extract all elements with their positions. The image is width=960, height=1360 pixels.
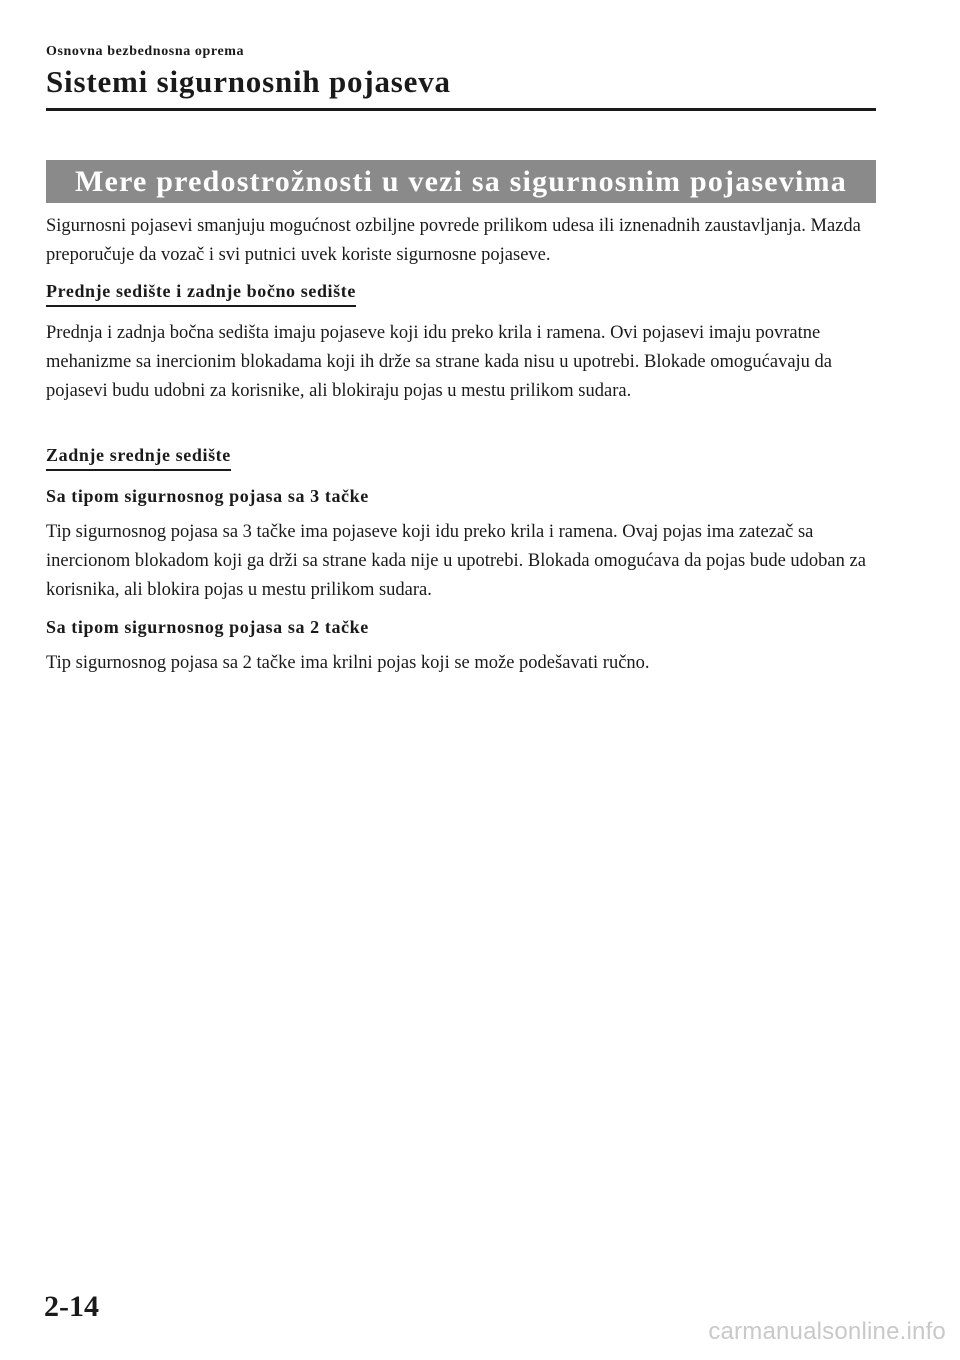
subheading-front-rear-side: Prednje sedište i zadnje bočno sedište [46,279,356,307]
three-point-belt-paragraph: Tip sigurnosnog pojasa sa 3 tačke ima pojaseve koji idu preko krila i ramena. Ovaj pojas ima zatezač sa inercionom blokadom koji ga drži sa strane kada nije u upotrebi. Blokada omogućava da pojas bude udoban za korisnika, ali blokira pojas u mestu prilikom sudara. [46,522,866,600]
subheading-two-point-belt: Sa tipom sigurnosnog pojasa sa 2 tačke [46,617,369,637]
two-point-belt-paragraph: Tip sigurnosnog pojasa sa 2 tačke ima krilni pojas koji se može podešavati ručno. [46,653,650,673]
title-divider [46,108,876,111]
section-banner [46,160,876,203]
site-watermark: carmanualsonline.info [708,1318,946,1345]
intro-paragraph: Sigurnosni pojasevi smanjuju mogućnost ozbiljne povrede prilikom udesa ili iznenadnih zaustavljanja. Mazda preporučuje da vozač i svi putnici uvek koriste sigurnosne pojaseve. [46,216,861,265]
chapter-label: Osnovna bezbednosna oprema [46,44,245,59]
subheading-three-point-belt: Sa tipom sigurnosnog pojasa sa 3 tačke [46,486,369,506]
page-number: 2-14 [44,1290,99,1323]
banner-title: Mere predostrožnosti u vezi sa sigurnosnim pojasevima [75,164,847,198]
section-title: Sistemi sigurnosnih pojaseva [46,64,451,99]
front-rear-side-paragraph: Prednja i zadnja bočna sedišta imaju pojaseve koji idu preko krila i ramena. Ovi pojasevi imaju povratne mehanizme sa inercionim blokadama koji ih drže sa strane kada nisu u upotrebi. Blokade omogućavaju da pojasevi budu udobni za korisnike, ali blokiraju pojas u mestu prilikom sudara. [46,323,833,401]
subheading-rear-center: Zadnje srednje sedište [46,443,231,471]
content-body [46,212,876,678]
